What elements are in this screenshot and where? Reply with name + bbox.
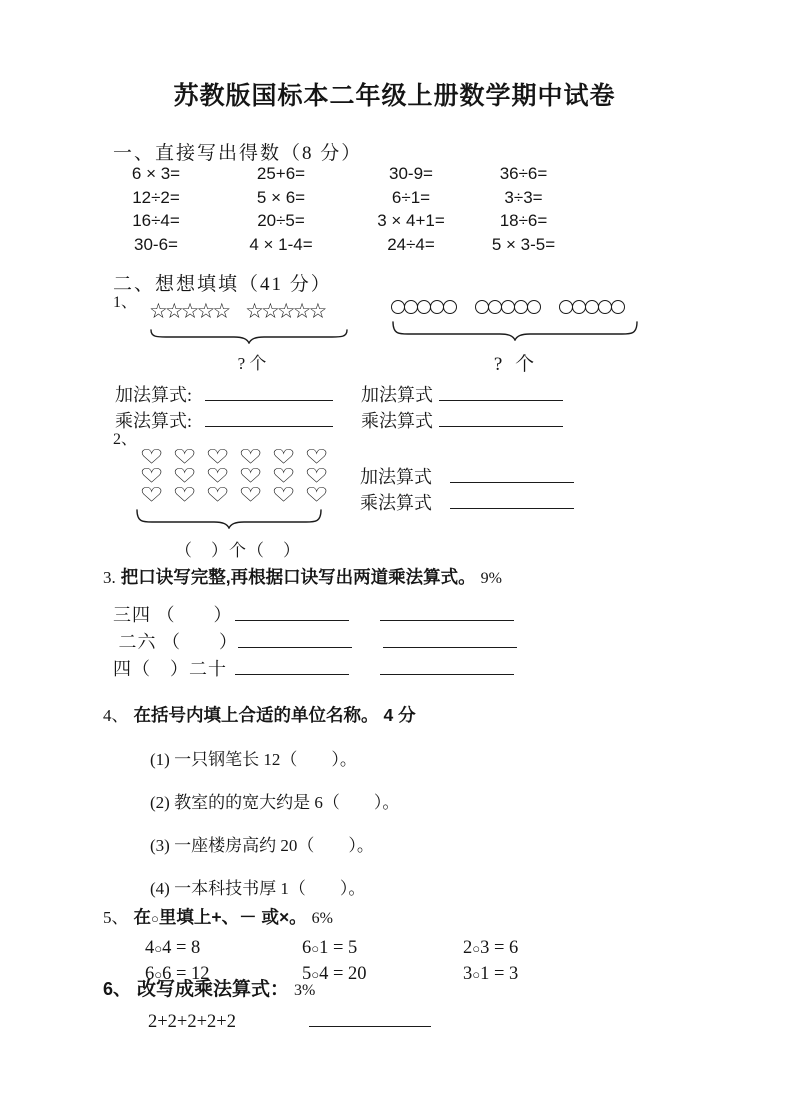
question-5-text: 在○里填上+、－ 或×。 xyxy=(133,907,307,927)
question-2 xyxy=(113,430,733,561)
question-3-score: 9% xyxy=(480,570,502,587)
heart-icon: ♡ xyxy=(205,464,230,488)
q4-items xyxy=(103,745,416,917)
heart-icon: ♡ xyxy=(271,445,296,469)
circles-row xyxy=(391,300,641,317)
circle-icon-group xyxy=(559,300,624,318)
question-6-line xyxy=(148,1012,431,1033)
stars-row xyxy=(149,298,355,325)
circle-icon xyxy=(475,300,489,314)
multiplication-label: 乘法算式 xyxy=(360,492,432,513)
operator-circle-icon: ○ xyxy=(154,941,163,956)
question-6-number: 6、 xyxy=(103,979,132,999)
stars-count-label: ? 个 xyxy=(237,354,267,373)
heart-icon: ♡ xyxy=(172,464,197,488)
answer-blank xyxy=(380,660,514,675)
question-2-answer-lines xyxy=(360,463,574,514)
addition-label-left: 加法算式: xyxy=(115,385,193,405)
q3-rows xyxy=(103,601,517,682)
heart-icon: ♡ xyxy=(271,464,296,488)
brace-shape xyxy=(391,319,641,346)
operator-circle-icon: ○ xyxy=(151,911,159,926)
brace-shape xyxy=(135,507,341,534)
heart-icon: ♡ xyxy=(139,445,164,469)
hearts-diagram xyxy=(135,445,341,561)
answer-blank xyxy=(238,633,352,648)
q3-row xyxy=(103,655,517,682)
addition-line xyxy=(115,381,563,407)
arith-problem: 12÷2= xyxy=(132,187,180,207)
question-1-answer-lines xyxy=(115,381,563,432)
unit-fill-item: (1) 一只钢笔长 12（ ）。 xyxy=(150,750,357,769)
answer-blank xyxy=(235,660,349,675)
arith-problem: 5 × 3-5= xyxy=(491,234,556,254)
addition-blank-left xyxy=(205,386,333,401)
question-1 xyxy=(113,293,641,376)
addition-label-right: 加法算式 xyxy=(361,385,433,405)
arith-problem: 6÷1= xyxy=(391,187,431,207)
circle-icon xyxy=(585,300,599,314)
star-icon-group: ☆☆☆☆☆ xyxy=(149,299,229,323)
circle-icon xyxy=(559,300,573,314)
section2-heading: 二、想想填填（41 分） xyxy=(113,274,332,295)
arith-problem: 30-9= xyxy=(389,164,433,183)
question-4-number: 4、 xyxy=(103,706,129,725)
operator-fill-equation: 6○1 = 5 xyxy=(302,938,358,958)
heart-icon: ♡ xyxy=(304,483,329,507)
circle-icon xyxy=(514,300,528,314)
addition-blank xyxy=(450,468,574,483)
arith-problem: 36÷6= xyxy=(499,164,548,183)
circles-count-label: ? 个 xyxy=(493,354,539,375)
heart-icon: ♡ xyxy=(172,445,197,469)
unit-fill-item: (4) 一本科技书厚 1（ ）。 xyxy=(150,879,366,898)
operator-fill-equation: 6○6 = 12 xyxy=(145,963,210,984)
operator-fill-equation: 5○4 = 20 xyxy=(302,963,367,984)
mnemonic-label: 二六 （ ） xyxy=(113,632,238,652)
question-5-score: 6% xyxy=(311,910,333,927)
circle-icon xyxy=(527,300,541,314)
arith-problem: 30-6= xyxy=(134,234,178,254)
arith-problem: 24÷4= xyxy=(387,234,435,254)
q6-answer-blank xyxy=(309,1012,431,1027)
addition-line xyxy=(360,463,574,489)
heart-icon: ♡ xyxy=(139,464,164,488)
mnemonic-label: 四（ ）二十 xyxy=(113,659,227,679)
arith-problem: 18÷6= xyxy=(499,211,548,230)
multiplication-blank-left xyxy=(205,412,333,427)
question-4 xyxy=(103,703,416,917)
circle-icon xyxy=(572,300,586,314)
operator-fill-equation: 4○4 = 8 xyxy=(145,938,201,958)
arith-problem: 6 × 3= xyxy=(131,164,181,183)
operator-circle-icon: ○ xyxy=(154,966,163,982)
heart-icon: ♡ xyxy=(271,483,296,507)
heart-icon: ♡ xyxy=(139,483,164,507)
question-6 xyxy=(103,977,431,1033)
multiplication-line xyxy=(360,489,574,515)
brace-icon xyxy=(149,327,349,344)
brace-icon xyxy=(135,507,323,529)
circle-icon xyxy=(404,300,418,314)
circle-icon xyxy=(430,300,444,314)
question-2-number: 2、 xyxy=(113,431,138,448)
question-3-heading xyxy=(103,565,517,591)
brace-shape xyxy=(149,327,355,349)
q6-expression: 2+2+2+2+2 xyxy=(148,1012,236,1032)
answer-blank xyxy=(383,633,517,648)
operator-circle-icon: ○ xyxy=(472,966,481,982)
circle-icon xyxy=(417,300,431,314)
question-3-number: 3. xyxy=(103,568,116,587)
operator-circle-icon: ○ xyxy=(311,941,320,956)
section1-heading: 一、直接写出得数（8 分） xyxy=(113,143,363,164)
circle-icon xyxy=(598,300,612,314)
question-6-text: 改写成乘法算式： xyxy=(137,979,290,1000)
arith-problem: 3 × 4+1= xyxy=(377,211,445,230)
question-4-heading xyxy=(103,703,416,729)
page-title: 苏教版国标本二年级上册数学期中试卷 xyxy=(173,82,616,110)
addition-blank-right xyxy=(439,386,563,401)
circle-icon xyxy=(391,300,405,314)
question-4-text: 在括号内填上合适的单位名称。 xyxy=(133,705,379,725)
question-4-score: 4 分 xyxy=(383,705,416,725)
operator-circle-icon: ○ xyxy=(472,941,481,956)
multiplication-label-left: 乘法算式: xyxy=(115,410,193,431)
question-3 xyxy=(103,565,517,682)
circles-diagram xyxy=(391,300,641,376)
arithmetic-grid xyxy=(106,162,581,256)
q5-row xyxy=(145,938,518,964)
mnemonic-label: 三四 （ ） xyxy=(113,605,233,625)
arith-problem: 20÷5= xyxy=(257,211,305,230)
addition-label: 加法算式 xyxy=(360,467,432,487)
heart-icon: ♡ xyxy=(304,445,329,469)
circle-icon xyxy=(611,300,625,314)
answer-blank xyxy=(380,606,514,621)
heart-icon: ♡ xyxy=(304,464,329,488)
arith-problem: 25+6= xyxy=(256,164,306,183)
question-3-text: 把口诀写完整,再根据口诀写出两道乘法算式。 xyxy=(120,567,476,587)
circle-icon xyxy=(501,300,515,314)
arith-problem: 4 × 1-4= xyxy=(249,234,313,254)
circle-icon-group xyxy=(475,300,540,318)
multiplication-label-right: 乘法算式 xyxy=(361,410,433,431)
question-5-heading xyxy=(103,905,518,931)
hearts-grid xyxy=(135,445,341,507)
arith-problem: 5 × 6= xyxy=(256,187,306,207)
q3-row xyxy=(103,628,517,655)
question-1-number: 1、 xyxy=(113,294,138,311)
stars-diagram xyxy=(149,298,355,376)
operator-fill-equation: 2○3 = 6 xyxy=(463,938,519,958)
question-5-number: 5、 xyxy=(103,908,129,927)
multiplication-blank-right xyxy=(439,412,563,427)
heart-icon: ♡ xyxy=(238,483,263,507)
answer-blank xyxy=(235,606,349,621)
heart-icon: ♡ xyxy=(205,445,230,469)
heart-icon: ♡ xyxy=(172,483,197,507)
arith-problem: 3÷3= xyxy=(504,187,543,207)
multiplication-blank xyxy=(450,494,574,509)
circle-icon xyxy=(488,300,502,314)
operator-fill-equation: 3○1 = 3 xyxy=(463,963,519,984)
heart-icon: ♡ xyxy=(238,445,263,469)
question-6-heading xyxy=(103,977,431,1003)
star-icon-group: ☆☆☆☆☆ xyxy=(245,299,325,323)
brace-icon xyxy=(391,319,639,341)
circle-icon xyxy=(443,300,457,314)
unit-fill-item: (3) 一座楼房高约 20（ ）。 xyxy=(150,836,374,855)
question-6-score: 3% xyxy=(294,982,316,999)
arith-problem: 16÷4= xyxy=(132,211,180,230)
hearts-count-label: （ ）个（ ） xyxy=(175,541,301,560)
multiplication-line xyxy=(115,407,563,433)
heart-icon: ♡ xyxy=(205,483,230,507)
heart-icon: ♡ xyxy=(238,464,263,488)
circle-icon-group xyxy=(391,300,456,318)
operator-circle-icon: ○ xyxy=(311,966,320,982)
unit-fill-item: (2) 教室的的宽大约是 6（ ）。 xyxy=(150,793,400,812)
heart-row xyxy=(135,483,341,507)
q3-row xyxy=(103,601,517,628)
